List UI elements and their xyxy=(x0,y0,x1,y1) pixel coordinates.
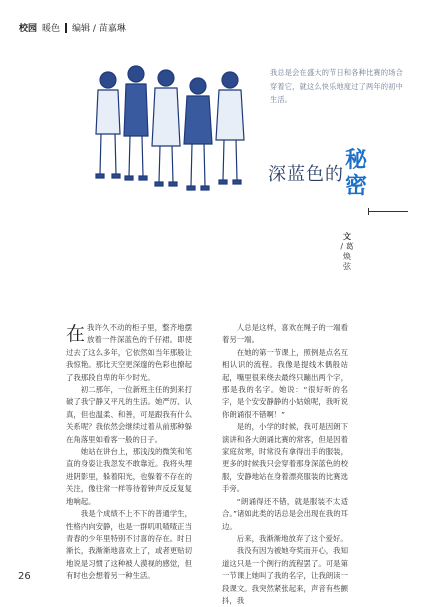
girl-figure-3 xyxy=(152,70,180,186)
paragraph: 后来，我渐渐地放弃了这个爱好。 xyxy=(236,533,348,543)
article-title xyxy=(268,148,413,218)
paragraph-text: 我许久不动的柜子里，整齐地摆放着一件深蓝色的千仔裙。即使过去了这么多年，它依然如当年那般让我惊艳。那比天空更深邃的色彩也撩起了我那段自卑的年少时光。 xyxy=(66,323,192,382)
paragraph xyxy=(66,322,192,384)
column-name: 校园 xyxy=(19,24,38,34)
body-column-right xyxy=(222,322,348,607)
paragraph: 人总是这样，喜欢在绳子的一端看着另一端。 xyxy=(222,323,348,345)
intro-text: 我总是会在盛大的节日和各种比赛的场合穿着它，就这么快乐地度过了两年的初中生活。 xyxy=(270,68,403,104)
paragraph: 我是个成绩不上不下的普通学生，性格内向安静，也是一群叽叽喳喳正当青春的少年里特别不讨喜的存在。时日渐长，我渐渐地喜欢上了，或者更贴切地说是习惯了这种被人漠视的感觉，但有时也会想着另一种生活。 xyxy=(66,509,192,581)
page-number: 26 xyxy=(18,571,31,582)
girl-figure-4 xyxy=(184,78,212,190)
drop-cap: 在 xyxy=(66,323,86,345)
title-bold: 秘密 xyxy=(344,148,367,199)
header-divider xyxy=(65,23,67,33)
girl-figure-2 xyxy=(124,66,148,180)
girl-figure-5 xyxy=(216,72,244,184)
author-label: 文 xyxy=(343,232,351,241)
subcolumn-name: 暖色 xyxy=(42,24,61,34)
paragraph: 初二那年，一位新班主任的到来打破了我宁静又平凡的生活。她严厉、认真，但也温柔、和善，可是跟我有什么关系呢？我依然会继续过着从前那种躲在角落里如看客一般的日子。 xyxy=(66,385,192,444)
editor-credit: 编辑 / 苗嘉琳 xyxy=(72,24,126,34)
author-byline xyxy=(340,232,354,272)
girls-illustration xyxy=(88,54,256,202)
girl-figure-1 xyxy=(96,72,120,178)
paragraph: 在她的第一节课上，照例是点名互相认识的流程。我像是提线木偶般站起，嘴里很来绕去最终只蹦出两个字，那是我的名字。她说：“很好听的名字，是个安安静静的小姑娘呢，我听说你朗诵很不错啊！” xyxy=(222,347,348,419)
title-rule xyxy=(368,211,408,212)
paragraph: 是的，小学的时候，我可是因朗下演讲和各大朗诵比赛的常客，但是因着家庭贫寒，时常没有拿得出手的服装，更多的时候我只会穿着那身深蓝色的校服，安静地站在身着漂亮服装的比赛选手旁。 xyxy=(222,422,348,494)
author-slash: / xyxy=(340,242,344,251)
paragraph: “朗诵得还不错，就是服装不太适合。”诸如此类的话总是会出现在我的耳边。 xyxy=(222,496,348,531)
title-light: 深蓝色的 xyxy=(268,164,344,185)
author-name: 葛焕弦 xyxy=(343,242,354,271)
paragraph: 她站在讲台上，那浅浅的微笑和笔直的身姿让我忽发不敢靠近。我将头埋进阴影里，躲着阳光，也躲着不存在的关注，像往常一样等待着钟声反反复复地响起。 xyxy=(66,447,192,506)
page-header xyxy=(19,21,126,34)
body-column-left xyxy=(66,322,192,583)
paragraph: 我没有因为被她夸奖而开心，我知道这只是一个例行的流程罢了。可是第一节课上她叫了我的名字，让我朗读一段课文。我突然紧张起来，声音有些颤抖，我 xyxy=(222,546,348,605)
